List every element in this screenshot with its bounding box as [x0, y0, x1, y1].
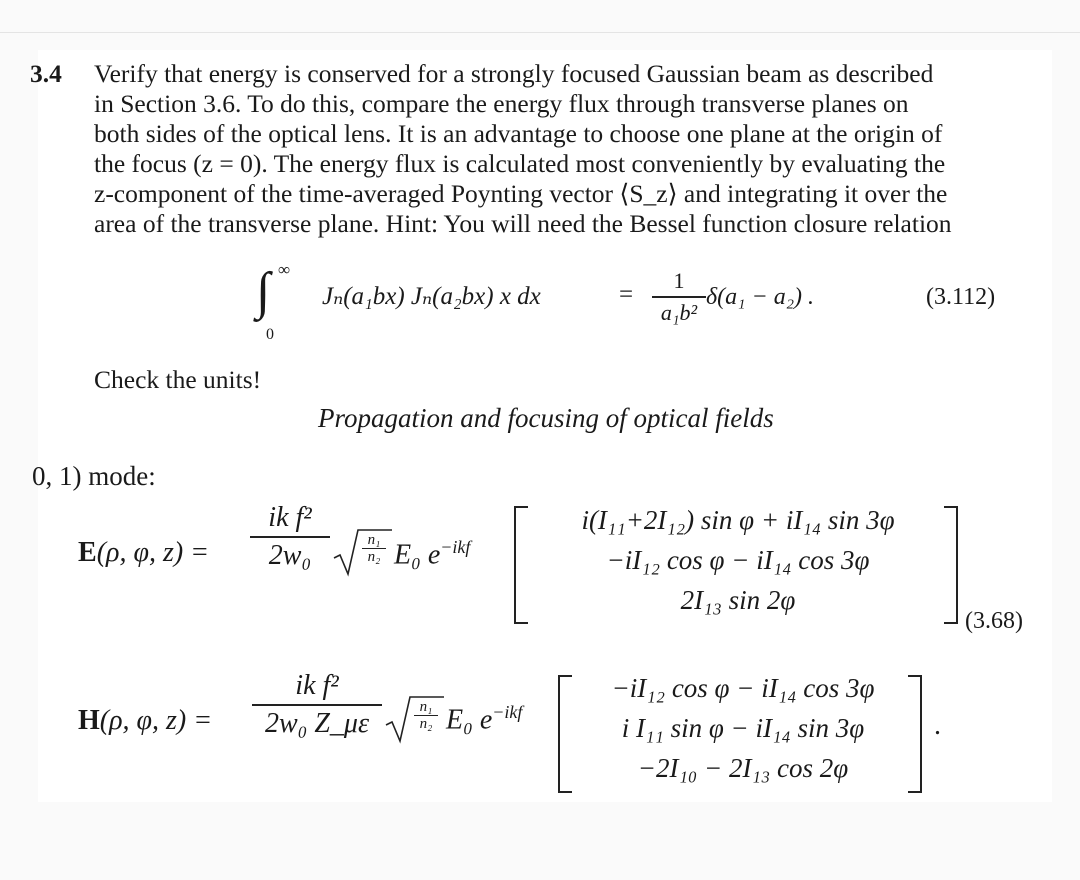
sqrt-denominator: n₂: [367, 549, 381, 565]
problem-line: Verify that energy is conserved for a strongly focused Gaussian beam as described: [94, 59, 934, 88]
e-denominator: 2w₀: [268, 539, 312, 571]
top-divider: [0, 32, 1080, 33]
vector-row: 2I₁₃ sin 2φ: [680, 585, 796, 615]
e0-exponential: E₀ e: [394, 539, 441, 571]
e0-exponential: E₀ e: [446, 704, 493, 736]
exponent: −ikf: [440, 537, 471, 557]
check-units-text: Check the units!: [94, 365, 262, 394]
integrand: Jₙ(a₁bx) Jₙ(a₂bx) x dx: [322, 283, 541, 310]
sqrt-denominator: n₂: [419, 716, 433, 732]
problem-line: in Section 3.6. To do this, compare the energy flux through transverse planes on: [94, 89, 909, 118]
sqrt-numerator: n₁: [367, 532, 381, 548]
right-bracket: [944, 506, 958, 624]
e-factor: [394, 537, 470, 571]
document-page: [30, 50, 1052, 802]
fraction-numerator: 1: [673, 268, 685, 293]
integral-lower: 0: [266, 326, 274, 343]
right-bracket: [908, 675, 922, 793]
fraction-bar: [652, 296, 706, 298]
problem-line: area of the transverse plane. Hint: You will need the Bessel function closure relation: [94, 209, 952, 238]
left-bracket: [514, 506, 528, 624]
e-symbol: E: [78, 537, 97, 568]
trailing-period: .: [934, 710, 941, 741]
sqrt-n1-n2: [384, 695, 444, 750]
e-numerator: ik f²: [268, 502, 312, 533]
vector-row: −2I₁₀ − 2I₁₃ cos 2φ: [637, 753, 849, 783]
e-args: (ρ, φ, z) =: [96, 537, 210, 568]
sqrt-n1-n2: [332, 528, 392, 583]
vector-row: −iI₁₂ cos φ − iI₁₄ cos 3φ: [611, 673, 875, 703]
integral-upper: ∞: [278, 260, 291, 279]
problem-line: both sides of the optical lens. It is an advantage to choose one plane at the origin of: [94, 119, 943, 148]
sqrt-numerator: n₁: [419, 699, 433, 715]
h-vector: [568, 668, 918, 788]
h-factor: [446, 702, 522, 736]
h-lhs: [78, 705, 212, 737]
problem-line: the focus (z = 0). The energy flux is calculated most conveniently by evaluating the: [94, 149, 946, 178]
h-numerator: ik f²: [295, 670, 339, 701]
problem-number: 3.4: [30, 59, 62, 88]
vector-row: −iI₁₂ cos φ − iI₁₄ cos 3φ: [606, 545, 870, 575]
integral-sign: ∫: [256, 263, 271, 320]
fraction: [652, 268, 706, 326]
h-fraction: [252, 670, 382, 740]
delta-term: δ(a₁ − a₂) .: [706, 284, 815, 310]
e-lhs: [78, 537, 209, 569]
fraction-denominator: a₁b²: [660, 299, 698, 325]
e-fraction: [250, 502, 330, 572]
vector-row: i I₁₁ sin φ − iI₁₄ sin 3φ: [621, 713, 865, 743]
fraction-bar: [250, 536, 330, 538]
fraction-bar: [252, 704, 382, 706]
equals: =: [619, 281, 634, 308]
h-symbol: H: [78, 705, 100, 736]
equation-label: (3.68): [965, 608, 1023, 634]
h-args: (ρ, φ, z) =: [99, 705, 213, 736]
vector-row: i(I₁₁+2I₁₂) sin φ + iI₁₄ sin 3φ: [581, 505, 895, 535]
section-heading: Propagation and focusing of optical fields: [318, 403, 774, 433]
h-denominator: 2w₀ Z_με: [264, 707, 370, 739]
e-vector: [538, 500, 938, 620]
mode-label: 0, 1) mode:: [32, 461, 156, 491]
equation-label: (3.112): [926, 284, 996, 310]
problem-line: z-component of the time-averaged Poynting vector ⟨S_z⟩ and integrating it over the: [94, 179, 948, 208]
exponent: −ikf: [492, 702, 523, 722]
